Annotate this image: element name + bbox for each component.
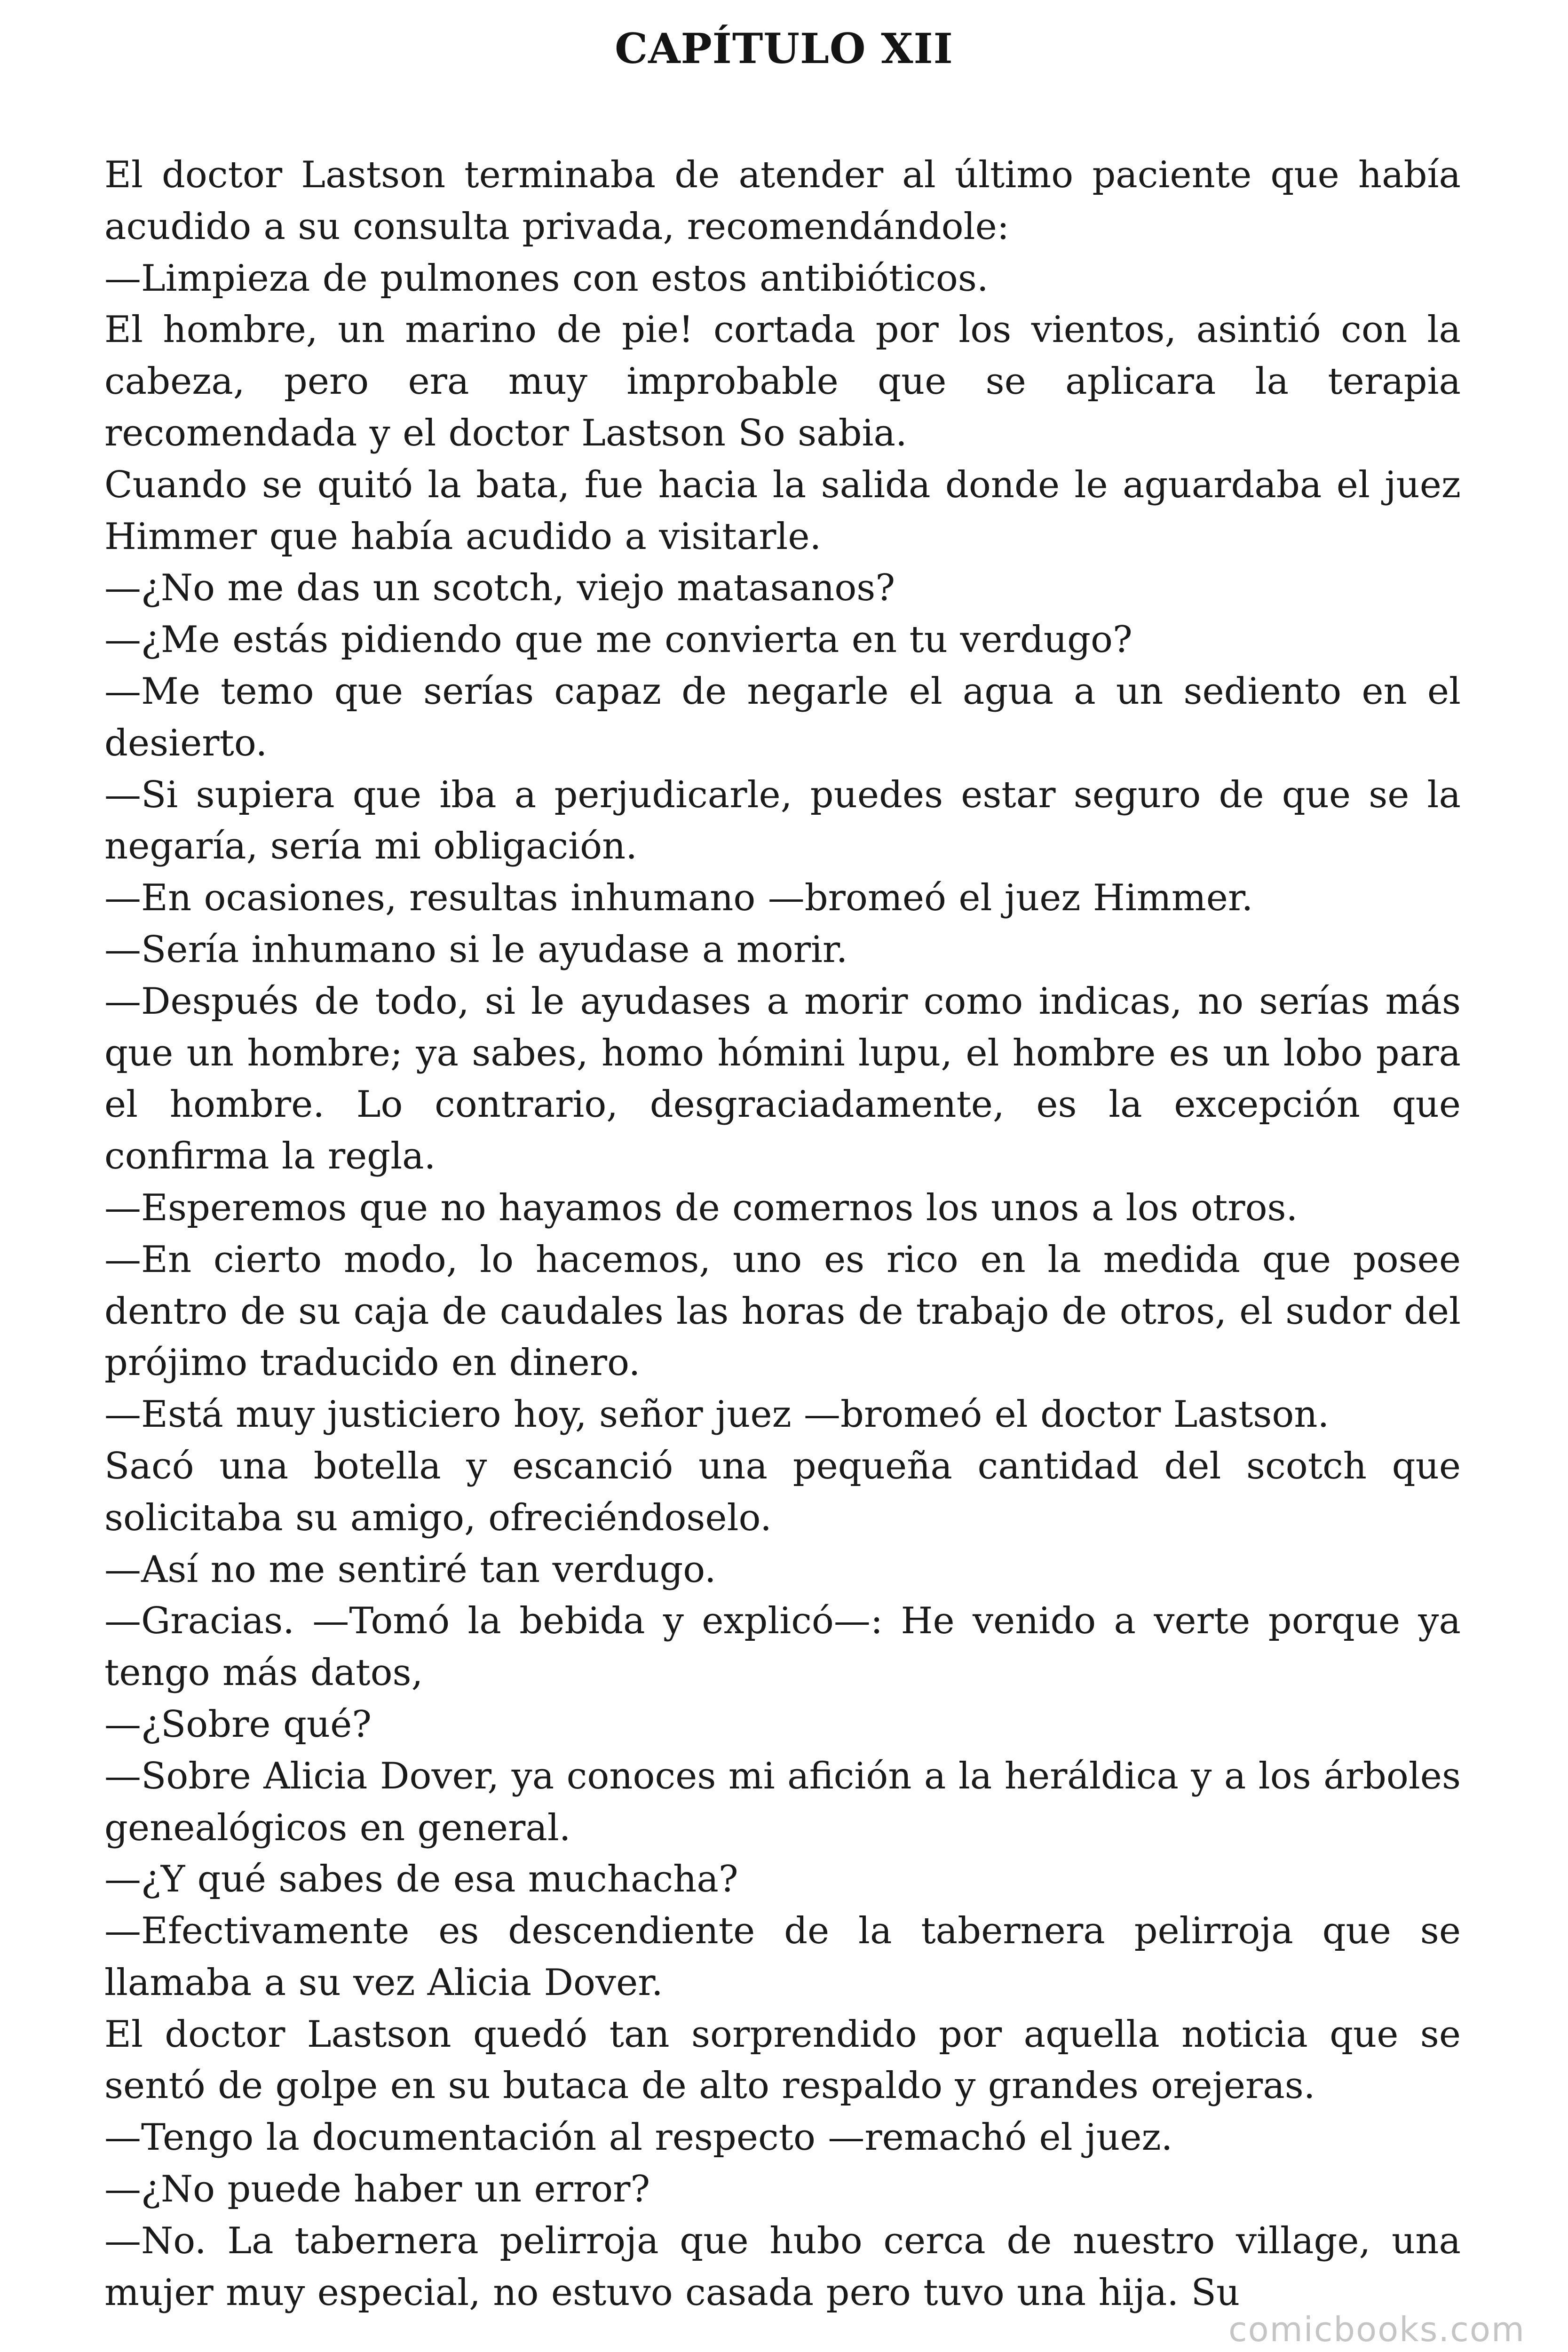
paragraph: —En cierto modo, lo hacemos, uno es rico en la medida que posee dentro de su caja de caudales las horas de trabajo de otros, el sudor del prójimo traducido en dinero. [104, 1238, 1461, 1384]
paragraph: El hombre, un marino de pie! cortada por los vientos, asintió con la cabeza, pero era muy improbable que se aplicara la terapia recomendada y el doctor Lastson So sabia. [104, 309, 1461, 454]
chapter-body [104, 150, 1461, 2319]
paragraph: —Esperemos que no hayamos de comernos los unos a los otros. [104, 1186, 1298, 1229]
paragraph: —¿No puede haber un error? [104, 2168, 650, 2211]
paragraph: —En ocasiones, resultas inhumano —bromeó el juez Himmer. [104, 877, 1253, 920]
paragraph: —¿Y qué sabes de esa muchacha? [104, 1858, 738, 1901]
paragraph: El doctor Lastson quedó tan sorprendido por aquella noticia que se sentó de golpe en su butaca de alto respaldo y grandes orejeras. [104, 2013, 1461, 2107]
paragraph: —Me temo que serías capaz de negarle el agua a un sediento en el desierto. [104, 670, 1461, 764]
paragraph: —Tengo la documentación al respecto —remachó el juez. [104, 2116, 1173, 2159]
paragraph: Sacó una botella y escanció una pequeña cantidad del scotch que solicitaba su amigo, ofreciéndoselo. [104, 1445, 1461, 1539]
paragraph: —Efectivamente es descendiente de la tabernera pelirroja que se llamaba a su vez Alicia Dover. [104, 1910, 1461, 2004]
paragraph: —Está muy justiciero hoy, señor juez —bromeó el doctor Lastson. [104, 1393, 1330, 1436]
chapter-title: CAPÍTULO XII [615, 24, 953, 73]
paragraph: —Después de todo, si le ayudases a morir como indicas, no serías más que un hombre; ya sabes, homo hómini lupu, el hombre es un lobo para el hombre. Lo contrario, desgraciadamente, es la excepción que confirma la regla. [104, 980, 1461, 1178]
paragraph: Cuando se quitó la bata, fue hacia la salida donde le aguardaba el juez Himmer que había acudido a visitarle. [104, 463, 1461, 558]
paragraph: —Gracias. —Tomó la bebida y explicó—: He venido a verte porque ya tengo más datos, [104, 1600, 1461, 1694]
paragraph: —Sería inhumano si le ayudase a morir. [104, 928, 848, 971]
paragraph: —Si supiera que iba a perjudicarle, puedes estar seguro de que se la negaría, sería mi obligación. [104, 773, 1461, 868]
paragraph: —Sobre Alicia Dover, ya conoces mi afición a la heráldica y a los árboles genealógicos en general. [104, 1755, 1461, 1849]
watermark: comicbooks.com [1228, 2310, 1526, 2349]
paragraph: —¿No me das un scotch, viejo matasanos? [104, 567, 895, 610]
paragraph: El doctor Lastson terminaba de atender al último paciente que había acudido a su consulta privada, recomendándole: [104, 154, 1461, 248]
paragraph: —No. La tabernera pelirroja que hubo cerca de nuestro village, una mujer muy especial, no estuvo casada pero tuvo una hija. Su [104, 2219, 1461, 2314]
paragraph: —Limpieza de pulmones con estos antibióticos. [104, 257, 989, 300]
paragraph: —¿Me estás pidiendo que me convierta en tu verdugo? [104, 619, 1132, 661]
paragraph: —¿Sobre qué? [104, 1703, 372, 1746]
paragraph: —Así no me sentiré tan verdugo. [104, 1548, 716, 1591]
